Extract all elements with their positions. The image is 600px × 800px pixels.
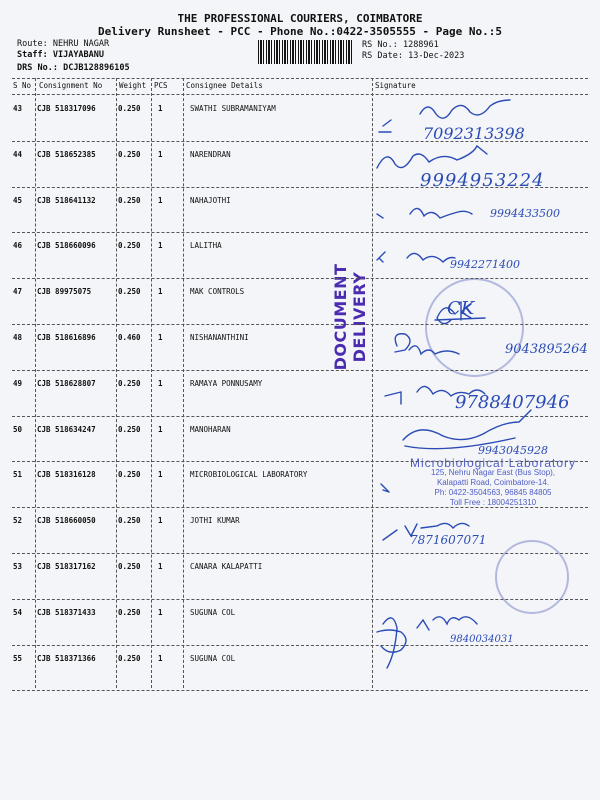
row-sno: 44 (13, 149, 23, 159)
row-sno: 45 (13, 195, 23, 205)
row-consignee: MANOHARAN (190, 424, 231, 434)
stamp-toll-free: Toll Free : 18004251310 (449, 498, 537, 507)
row-weight: 0.250 (118, 470, 141, 480)
row-separator (12, 232, 588, 233)
stamp-phone: Ph: 0422-3504563, 96845 84805 (434, 488, 552, 497)
col-rule (35, 78, 36, 688)
row-pcs: 1 (158, 607, 163, 617)
row-sno: 46 (13, 241, 23, 251)
rs-no-label: RS No.: (362, 40, 398, 50)
col-header-weight: Weight (119, 81, 147, 90)
signature-48-phone: 9043895264 (505, 342, 588, 357)
row-consignee: NARENDRAN (190, 149, 231, 159)
signature-46-phone: 9942271400 (450, 258, 520, 271)
row-weight: 0.250 (118, 562, 141, 571)
row-separator (12, 278, 588, 279)
company-title: THE PROFESSIONAL COURIERS, COIMBATORE (177, 12, 423, 25)
row-weight: 0.250 (118, 241, 141, 251)
row-weight: 0.250 (118, 104, 141, 113)
row-pcs: 1 (158, 241, 163, 251)
row-sno: 53 (13, 562, 23, 571)
signature-44-phone: 9994953224 (420, 170, 545, 191)
stamp-address-2: Kalapatti Road, Coimbatore-14. (436, 478, 550, 487)
row-sno: 43 (13, 104, 23, 113)
signature-48 (395, 334, 459, 354)
row-sno: 49 (13, 378, 23, 388)
row-consignment-no: CJB 518317096 (37, 104, 96, 113)
route-info (17, 39, 109, 49)
row-weight: 0.250 (118, 195, 141, 205)
row-weight: 0.250 (118, 287, 141, 297)
drs-value: DCJB128896105 (63, 63, 130, 73)
rs-date-label: RS Date: (362, 51, 403, 61)
row-consignee: NAHAJOTHI (190, 195, 231, 205)
row-sno: 54 (13, 607, 23, 617)
row-pcs: 1 (158, 104, 163, 113)
row-consignee: RAMAYA PONNUSAMY (190, 378, 263, 388)
row-separator (12, 645, 588, 646)
row-consignment-no: CJB 518317162 (37, 562, 96, 571)
row-separator (12, 461, 588, 462)
route-label: Route: (17, 39, 48, 49)
col-rule (183, 78, 184, 688)
row-sno: 52 (13, 516, 23, 526)
col-rule (151, 78, 152, 688)
row-pcs: 1 (158, 653, 163, 663)
col-header-pcs: PCS (154, 81, 168, 90)
stamp-address-1: 125, Nehru Nagar East (Bus Stop), (430, 468, 556, 477)
row-consignee: NISHANANTHINI (190, 333, 249, 342)
signature-49-phone: 9788407946 (455, 392, 570, 413)
row-pcs: 1 (158, 470, 163, 480)
row-consignment-no: CJB 518660050 (37, 516, 96, 526)
row-weight: 0.250 (118, 149, 141, 159)
drs-label: DRS No.: (17, 63, 58, 73)
row-separator (12, 507, 588, 508)
row-weight: 0.460 (118, 333, 141, 342)
signature-47-mark: CK (447, 298, 475, 319)
row-sno: 48 (13, 333, 23, 342)
microbiology-lab-stamp (398, 458, 588, 508)
row-pcs: 1 (158, 287, 163, 297)
row-consignment-no: CJB 89975075 (37, 287, 92, 297)
route-value: NEHRU NAGAR (52, 39, 110, 49)
row-pcs: 1 (158, 333, 163, 342)
row-sno: 50 (13, 424, 23, 434)
row-consignee: JOTHI KUMAR (190, 516, 240, 526)
row-separator (12, 141, 588, 142)
row-consignment-no: CJB 518652385 (37, 149, 96, 159)
signature-46 (377, 252, 455, 262)
staff-label: Staff: (17, 50, 48, 60)
row-pcs: 1 (158, 378, 163, 388)
rs-date-value: 13-Dec-2023 (408, 51, 465, 61)
signature-54-phone: 9840034031 (450, 634, 514, 645)
col-header-sno: S No (13, 81, 32, 90)
row-separator (12, 553, 588, 554)
barcode-image (258, 40, 354, 64)
row-weight: 0.250 (118, 653, 141, 663)
row-consignment-no: CJB 518316128 (37, 470, 96, 480)
row-sno: 55 (13, 653, 23, 663)
row-separator (12, 599, 588, 600)
rs-no-value: 1288961 (402, 40, 439, 50)
col-header-signature: Signature (375, 81, 416, 90)
table-header-rule (12, 94, 588, 95)
runsheet-subtitle: Delivery Runsheet - PCC - Phone No.:0422-3505555 - Page No.:5 (98, 25, 502, 38)
row-sno: 51 (13, 470, 23, 480)
row-consignee: MICROBIOLOGICAL LABORATORY (190, 470, 308, 480)
row-consignment-no: CJB 518371433 (37, 607, 96, 617)
signature-45-phone: 9994433500 (490, 207, 560, 220)
row-weight: 0.250 (118, 424, 141, 434)
row-consignment-no: CJB 518628807 (37, 378, 96, 388)
row-pcs: 1 (158, 516, 163, 526)
row-consignee: CANARA KALAPATTI (190, 562, 263, 571)
col-header-consignment: Consignment No (39, 81, 103, 90)
row-weight: 0.250 (118, 378, 141, 388)
signature-45 (377, 208, 472, 218)
row-weight: 0.250 (118, 516, 141, 526)
staff-info (17, 50, 104, 60)
signature-44 (377, 146, 487, 168)
signature-43-phone: 7092313398 (423, 124, 525, 143)
col-rule (116, 78, 117, 688)
col-rule (372, 78, 373, 688)
row-pcs: 1 (158, 424, 163, 434)
rs-date-info (362, 51, 464, 61)
row-consignee: SWATHI SUBRAMANIYAM (190, 104, 276, 113)
row-pcs: 1 (158, 149, 163, 159)
row-consignment-no: CJB 518616896 (37, 333, 96, 342)
row-consignee: LALITHA (190, 241, 222, 251)
row-consignee: MAK CONTROLS (190, 287, 245, 297)
row-consignment-no: CJB 518660096 (37, 241, 96, 251)
document-delivery-stamp: DOCUMENT DELIVERY (331, 263, 369, 371)
row-separator (12, 416, 588, 417)
rs-no-info (362, 40, 439, 50)
signature-52-phone: 7871607071 (410, 533, 487, 547)
row-weight: 0.250 (118, 607, 141, 617)
row-consignee: SUGUNA COL (190, 607, 236, 617)
row-separator (12, 690, 588, 691)
row-consignment-no: CJB 518371366 (37, 653, 96, 663)
row-consignment-no: CJB 518634247 (37, 424, 96, 434)
row-pcs: 1 (158, 562, 163, 571)
row-consignment-no: CJB 518641132 (37, 195, 96, 205)
signature-50-phone: 9943045928 (478, 444, 548, 457)
signature-51 (381, 484, 389, 492)
col-header-consignee: Consignee Details (186, 81, 263, 90)
row-separator (12, 370, 588, 371)
row-separator (12, 187, 588, 188)
staff-value: VIJAYABANU (52, 50, 105, 60)
row-consignee: SUGUNA COL (190, 653, 236, 663)
drs-info (17, 63, 130, 73)
row-sno: 47 (13, 287, 23, 297)
stamp-lab-name: Microbiological Laboratory (409, 456, 577, 470)
row-pcs: 1 (158, 195, 163, 205)
row-separator (12, 324, 588, 325)
